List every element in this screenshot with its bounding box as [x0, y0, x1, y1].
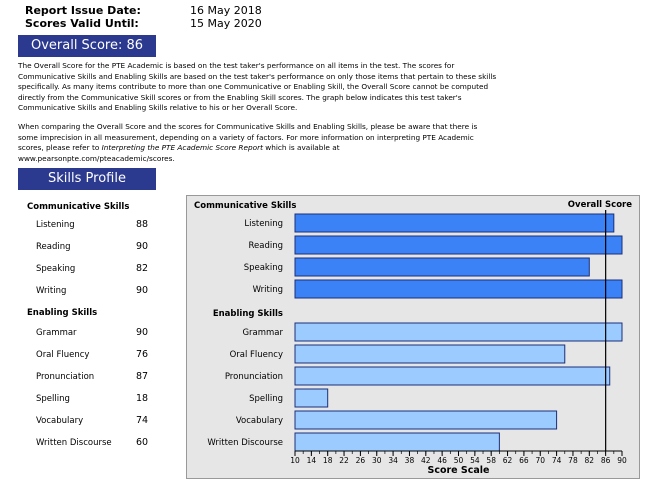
skill-bar — [295, 389, 328, 407]
skill-score: 18 — [136, 393, 149, 404]
x-tick-label: 42 — [421, 456, 431, 465]
x-tick-label: 82 — [584, 456, 595, 465]
x-tick-label: 18 — [322, 456, 333, 465]
x-tick-label: 34 — [388, 456, 398, 465]
skill-name: Grammar — [36, 328, 77, 338]
x-tick-label: 22 — [339, 456, 349, 465]
paragraph-comparison-text: When comparing the Overall Score and the scores for Communicative Skills and Enabling Skills, please be aware that there is some imprecision in all measurement, depending on a variety of factors. For more information on interpreting PTE Academic scores, please refer to — [18, 122, 478, 153]
overall-score-label: Overall Score — [567, 200, 632, 210]
skill-name: Speaking — [36, 264, 76, 274]
x-tick-label: 74 — [551, 456, 562, 465]
overall-score-banner: Overall Score: 86 — [18, 35, 156, 57]
skill-bar — [295, 258, 589, 276]
bar-label: Pronunciation — [224, 372, 283, 382]
x-tick-label: 46 — [437, 456, 447, 465]
skill-score: 90 — [136, 285, 149, 296]
paragraph-overall: The Overall Score for the PTE Academic is based on the test taker's performance on all items in the test. The scores for Communicative Skills and Enabling Skills are based on the test taker's performance on only those items that pertain to these skills specifically. As many items contribute to more than one Communicative or Enabling Skill, the Overall Score cannot be computed directly from the Communicative Skill scores or from the Enabling Skill scores. The graph below indicates this test taker's Communicative Skills and Enabling Skills relative to his or her Overall Score. — [18, 61, 497, 113]
x-tick-label: 14 — [306, 456, 317, 465]
x-tick-label: 30 — [371, 456, 382, 465]
x-tick-label: 70 — [535, 456, 546, 465]
skill-bar — [295, 411, 557, 429]
skill-score: 82 — [136, 263, 149, 274]
x-axis-title: Score Scale — [427, 465, 490, 476]
issue-date-label: Report Issue Date: — [25, 4, 141, 17]
issue-date-value: 16 May 2018 — [190, 4, 262, 17]
x-tick-label: 86 — [600, 456, 611, 465]
skill-name: Reading — [36, 242, 71, 252]
skills-profile-banner: Skills Profile — [18, 168, 156, 190]
skill-bar — [295, 433, 499, 451]
skill-score: 88 — [136, 219, 149, 230]
bar-label: Grammar — [242, 328, 283, 338]
bar-label: Spelling — [249, 394, 283, 404]
chart-communicative-heading: Communicative Skills — [194, 201, 297, 211]
x-tick-label: 66 — [519, 456, 529, 465]
bar-label: Oral Fluency — [229, 350, 283, 360]
skill-score: 60 — [136, 437, 149, 448]
skill-bar — [295, 367, 610, 385]
skill-name: Written Discourse — [36, 438, 112, 448]
valid-until-value: 15 May 2020 — [190, 17, 262, 30]
skill-score: 74 — [136, 415, 149, 426]
skill-name: Spelling — [36, 394, 70, 404]
x-tick-label: 50 — [453, 456, 464, 465]
skill-name: Writing — [36, 286, 67, 296]
score-report-title: Interpreting the PTE Academic Score Report — [101, 143, 263, 153]
skill-name: Listening — [36, 220, 75, 230]
bar-label: Written Discourse — [207, 438, 283, 448]
skill-name: Pronunciation — [36, 372, 95, 382]
x-tick-label: 26 — [355, 456, 366, 465]
x-tick-label: 38 — [404, 456, 415, 465]
skill-score: 90 — [136, 327, 149, 338]
skill-score: 90 — [136, 241, 149, 252]
x-tick-label: 62 — [502, 456, 513, 465]
skill-bar — [295, 280, 622, 298]
bar-label: Listening — [244, 219, 283, 229]
bar-label: Speaking — [243, 263, 283, 273]
x-tick-label: 10 — [290, 456, 300, 465]
chart-enabling-heading: Enabling Skills — [212, 309, 283, 319]
x-tick-label: 90 — [617, 456, 627, 465]
x-tick-label: 78 — [568, 456, 578, 465]
skill-bar — [295, 345, 565, 363]
bar-label: Reading — [248, 241, 283, 251]
enabling-skills-heading: Enabling Skills — [27, 308, 98, 318]
bar-label: Vocabulary — [235, 416, 283, 426]
skill-name: Vocabulary — [36, 416, 84, 426]
valid-until-label: Scores Valid Until: — [25, 17, 139, 30]
bar-label: Writing — [252, 285, 283, 295]
skill-score: 87 — [136, 371, 149, 382]
skill-score: 76 — [136, 349, 149, 360]
skill-bar — [295, 236, 622, 254]
skill-bar — [295, 214, 614, 232]
paragraph-comparison — [18, 122, 498, 164]
skill-name: Oral Fluency — [36, 350, 90, 360]
communicative-skills-heading: Communicative Skills — [27, 202, 130, 212]
skills-profile-chart — [186, 195, 640, 479]
skill-bar — [295, 323, 622, 341]
x-tick-label: 54 — [470, 456, 480, 465]
paragraph-comparison-end: which is available at www.pearsonpte.com/pteacademic/scores. — [18, 143, 340, 163]
x-tick-label: 58 — [486, 456, 496, 465]
